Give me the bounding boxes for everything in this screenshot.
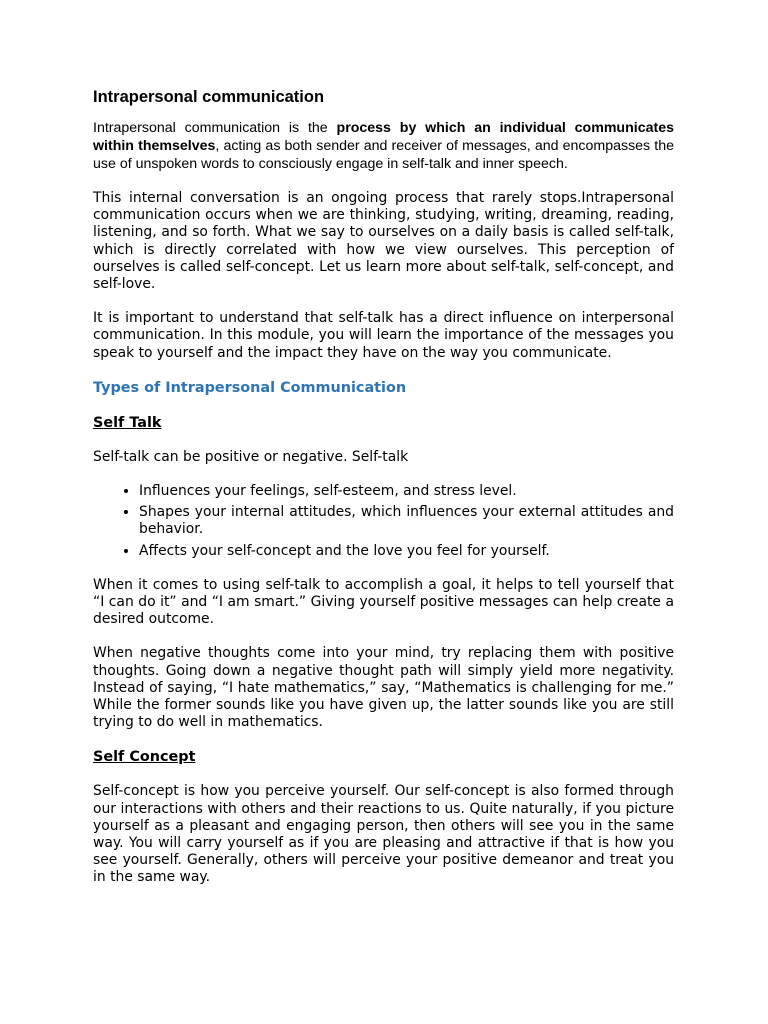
- self-talk-bullet-list: [93, 483, 674, 560]
- paragraph-negative-thoughts: When negative thoughts come into your mind, try replacing them with positive thoughts. Going down a negative thought path will simply yield more negativity. Instead of saying, “I hate mathematics,” say, “Mathematics is challenging for me.” While the former sounds like you have given up, the latter sounds like you are still trying to do well in mathematics.: [93, 645, 674, 731]
- document-page: [93, 86, 674, 904]
- document-title: Intrapersonal communication: [93, 88, 325, 106]
- section-heading-types: Types of Intrapersonal Communication: [93, 379, 407, 396]
- list-item: • Affects your self-concept and the love you feel for yourself.: [139, 543, 674, 560]
- self-talk-lead: Self-talk can be positive or negative. Self-talk: [93, 448, 409, 465]
- heading-self-talk: Self Talk: [93, 414, 162, 431]
- intro-text-bold: process by which an individual communicates within themselves: [93, 120, 674, 154]
- paragraph-self-concept: Self-concept is how you perceive yourself. Our self-concept is also formed through our interactions with others and their reactions to us. Quite naturally, if you picture yourself as a pleasant and engaging person, then others will see you in the same way. You will carry yourself as if you are pleasing and attractive if that is how you see yourself. Generally, others will perceive your positive demeanor and treat you in the same way.: [93, 783, 674, 886]
- list-item: • Influences your feelings, self-esteem, and stress level.: [139, 483, 674, 500]
- intro-text-end: , acting as both sender and receiver of messages, and encompasses the use of unspoken words to consciously engage in self-talk and inner speech.: [93, 138, 674, 172]
- paragraph-self-talk-goal: When it comes to using self-talk to accomplish a goal, it helps to tell yourself that “I can do it” and “I am smart.” Giving yourself positive messages can help create a desired outcome.: [93, 576, 674, 628]
- list-item: • Shapes your internal attitudes, which influences your external attitudes and behavior.: [139, 504, 674, 538]
- paragraph-importance: It is important to understand that self-talk has a direct influence on interpersonal communication. In this module, you will learn the importance of the messages you speak to yourself and the impact they have on the way you communicate.: [93, 310, 674, 361]
- intro-paragraph: [93, 119, 674, 173]
- heading-self-concept: Self Concept: [93, 749, 196, 766]
- paragraph-internal-conversation: This internal conversation is an ongoing process that rarely stops.Intrapersonal communication occurs when we are thinking, studying, writing, dreaming, reading, listening, and so forth. What we say to ourselves on a daily basis is called self-talk, which is directly correlated with how we view ourselves. This perception of ourselves is called self-concept. Let us learn more about self-talk, self-concept, and self-love.: [93, 190, 674, 293]
- intro-text-start: Intrapersonal communication is the: [93, 120, 337, 136]
